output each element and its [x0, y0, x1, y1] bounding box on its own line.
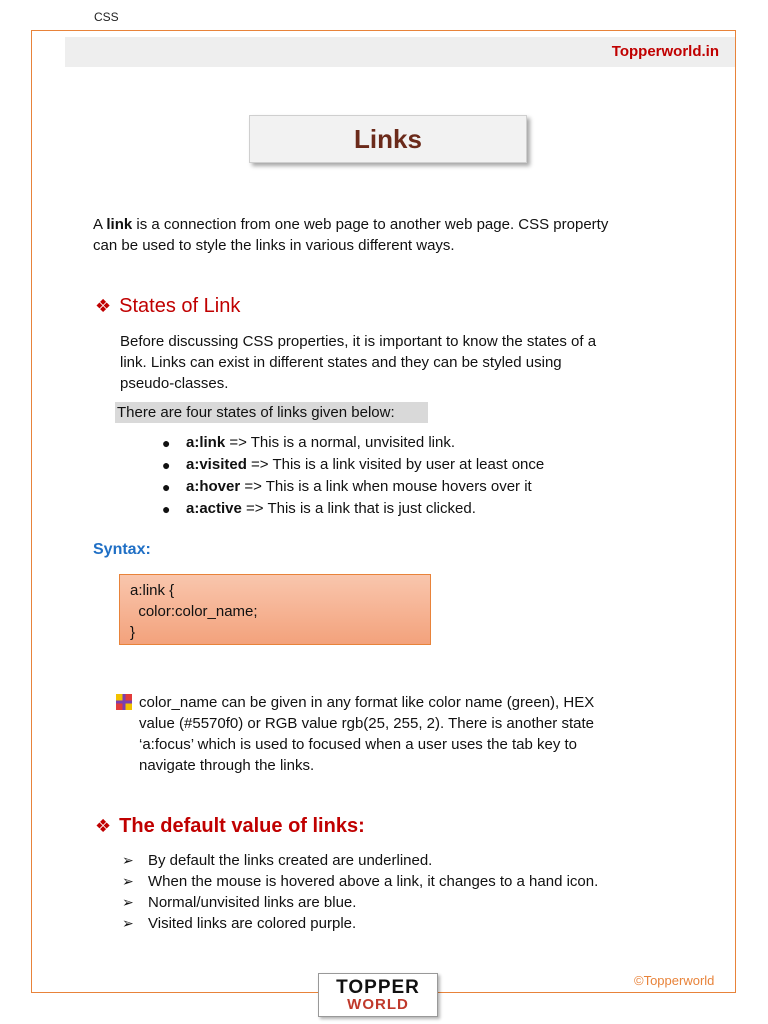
arrow-bullet-icon: ➢	[122, 852, 134, 868]
defaults-heading-text: The default value of links:	[119, 815, 365, 837]
list-item	[160, 454, 544, 476]
copyright-text: ©Topperworld	[634, 973, 715, 988]
code-line: }	[130, 624, 136, 641]
list-item	[160, 432, 544, 454]
state-term: a:visited	[186, 456, 247, 473]
states-text: Before discussing CSS properties, it is important to know the states of a	[120, 333, 597, 350]
intro-text: is a connection from one web page to another web page. CSS property	[132, 216, 609, 233]
state-term: a:link	[186, 434, 226, 451]
states-text: link. Links can exist in different states and they can be styled using	[120, 354, 562, 371]
highlighted-text	[115, 402, 428, 423]
header-bar	[65, 37, 735, 67]
list-item	[122, 850, 598, 871]
code-block	[119, 574, 431, 645]
note-text: navigate through the links.	[139, 757, 315, 774]
document-label: CSS	[94, 10, 119, 24]
states-heading	[95, 295, 240, 318]
code-line: color:color_name;	[130, 603, 258, 620]
list-item-text: When the mouse is hovered above a link, it changes to a hand icon.	[148, 873, 599, 890]
diamond-bullet-icon: ❖	[95, 296, 112, 316]
intro-text: can be used to style the links in various different ways.	[93, 237, 455, 254]
state-desc: => This is a link visited by user at least once	[246, 456, 545, 473]
logo-line-1: TOPPER	[336, 977, 420, 998]
list-item	[122, 892, 598, 913]
list-item-text: Visited links are colored purple.	[148, 915, 357, 932]
list-item-text: Normal/unvisited links are blue.	[148, 894, 357, 911]
state-desc: => This is a link that is just clicked.	[241, 500, 476, 517]
defaults-list	[122, 850, 598, 934]
intro-paragraph	[93, 214, 683, 256]
intro-bold-term: link	[106, 216, 133, 233]
title-box	[249, 115, 527, 163]
state-term: a:hover	[186, 478, 241, 495]
list-item	[122, 913, 598, 934]
defaults-heading	[95, 815, 365, 838]
bullet-icon: ●	[162, 435, 171, 451]
states-list	[160, 432, 544, 520]
bullet-icon: ●	[162, 479, 171, 495]
arrow-bullet-icon: ➢	[122, 915, 134, 931]
bullet-icon: ●	[162, 501, 171, 517]
intro-text: A	[93, 216, 107, 233]
state-term: a:active	[186, 500, 242, 517]
note-text: color_name can be given in any format like color name (green), HEX	[139, 694, 595, 711]
states-heading-text: States of Link	[119, 295, 241, 317]
bullet-icon: ●	[162, 457, 171, 473]
arrow-bullet-icon: ➢	[122, 873, 134, 889]
state-desc: => This is a normal, unvisited link.	[225, 434, 456, 451]
list-item	[160, 476, 544, 498]
list-item	[160, 498, 544, 520]
note-text: value (#5570f0) or RGB value rgb(25, 255, 2). There is another state	[139, 715, 594, 732]
state-desc: => This is a link when mouse hovers over it	[240, 478, 532, 495]
note-plus-icon	[116, 694, 132, 710]
note-text: ‘a:focus’ which is used to focused when a user uses the tab key to	[139, 736, 578, 753]
brand-name: Topperworld.in	[611, 43, 719, 60]
page-title: Links	[354, 123, 422, 154]
list-item	[122, 871, 598, 892]
states-text: pseudo-classes.	[120, 375, 229, 392]
states-paragraph	[120, 331, 660, 394]
arrow-bullet-icon: ➢	[122, 894, 134, 910]
logo-line-2: WORLD	[347, 996, 409, 1013]
syntax-label: Syntax:	[93, 541, 151, 558]
note-paragraph	[139, 692, 669, 776]
diamond-bullet-icon: ❖	[95, 816, 112, 836]
list-item-text: By default the links created are underlined.	[148, 852, 433, 869]
highlight-text: There are four states of links given below:	[117, 404, 395, 421]
code-line: a:link {	[130, 582, 175, 599]
topperworld-logo	[318, 973, 438, 1017]
